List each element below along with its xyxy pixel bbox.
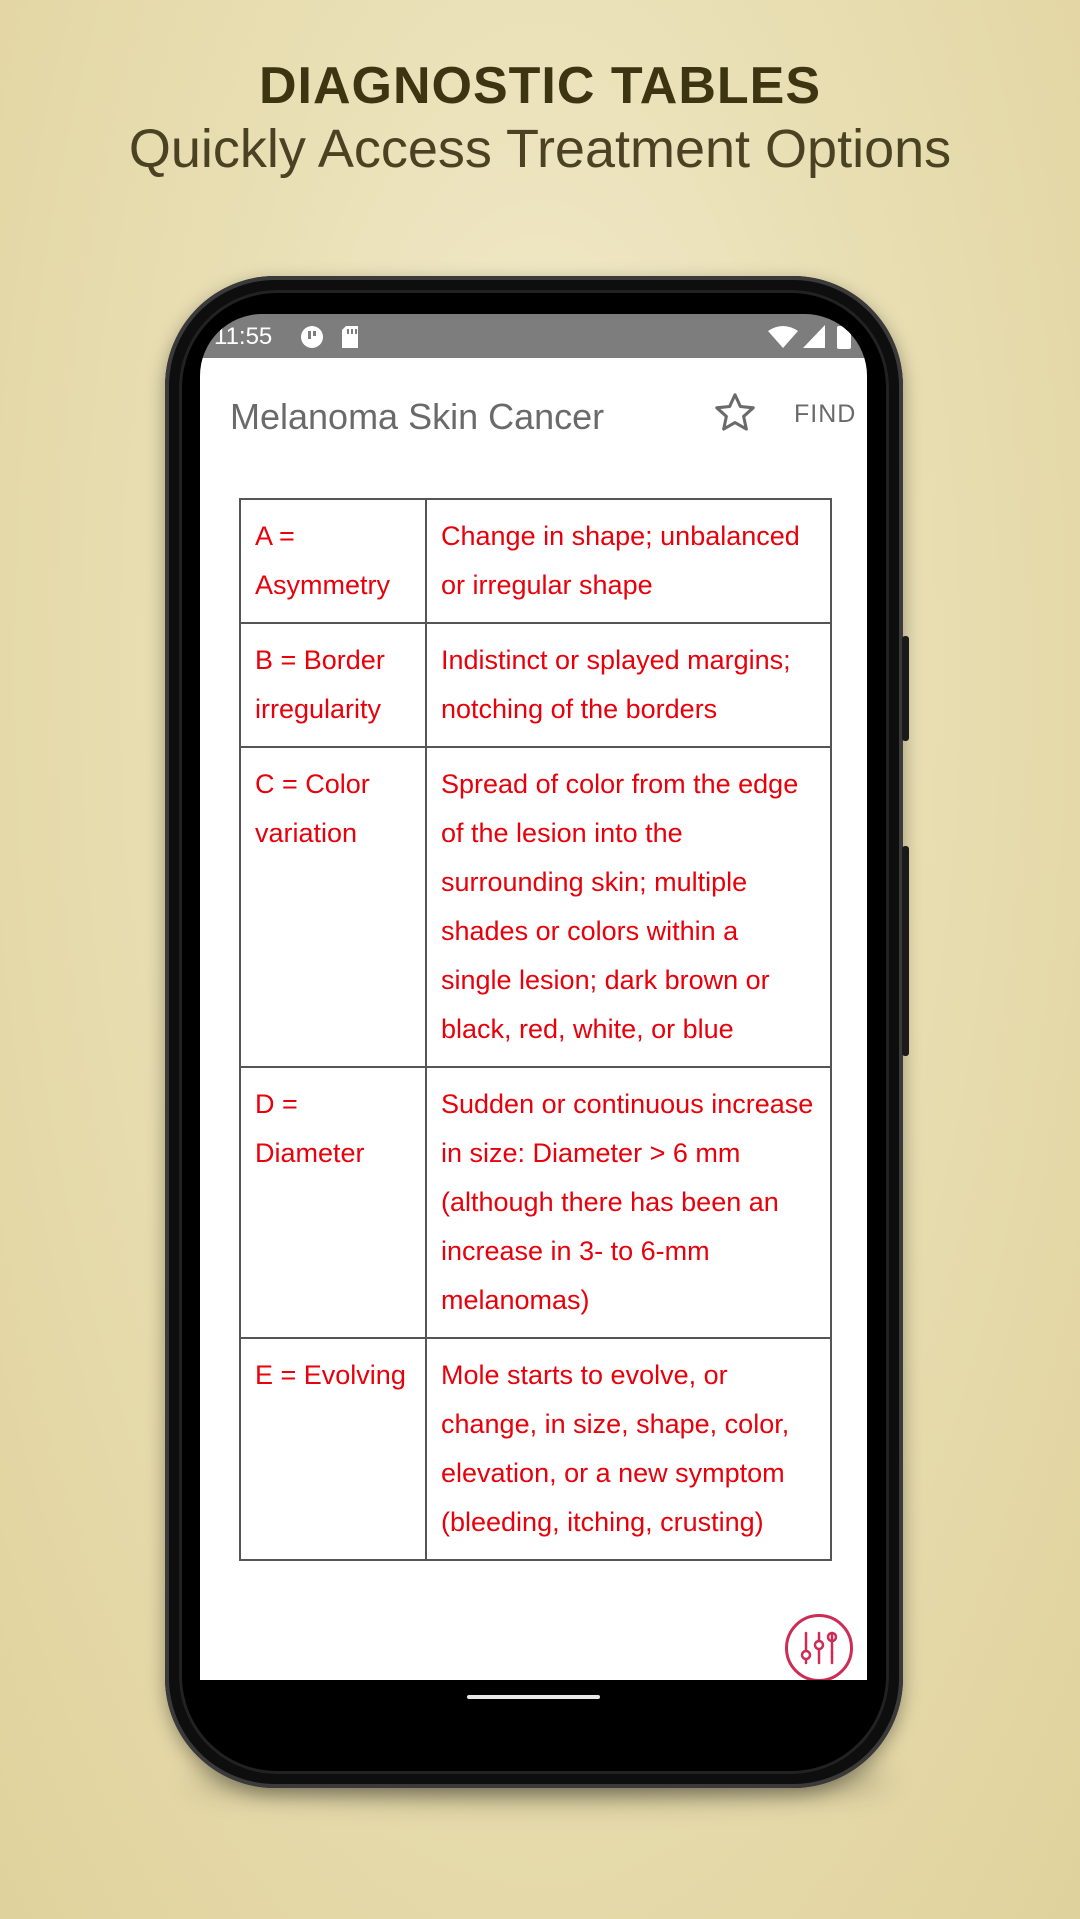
promo-subtitle: Quickly Access Treatment Options bbox=[128, 119, 952, 179]
battery-icon bbox=[837, 323, 851, 349]
abcde-table bbox=[239, 498, 832, 1561]
term-cell: D = Diameter bbox=[240, 1067, 426, 1338]
volume-button bbox=[902, 846, 909, 1056]
description-cell: Sudden or continuous increase in size: Diameter > 6 mm (although there has been an increase in 3- to 6-mm melanomas) bbox=[426, 1067, 831, 1338]
table-row bbox=[240, 747, 831, 1067]
term-cell: A = Asymmetry bbox=[240, 499, 426, 623]
content-area bbox=[200, 468, 867, 1680]
term-cell: B = Border irregularity bbox=[240, 623, 426, 747]
navigation-bar bbox=[200, 1680, 867, 1732]
term-cell: E = Evolving bbox=[240, 1338, 426, 1560]
phone-frame bbox=[165, 276, 903, 1788]
description-cell: Indistinct or splayed margins; notching of the borders bbox=[426, 623, 831, 747]
description-cell: Change in shape; unbalanced or irregular shape bbox=[426, 499, 831, 623]
app-bar bbox=[200, 358, 867, 468]
cellular-signal-icon bbox=[803, 325, 825, 348]
equalizer-settings-icon bbox=[788, 1617, 850, 1679]
description-cell: Mole starts to evolve, or change, in size, shape, color, elevation, or a new symptom (bleeding, itching, crusting) bbox=[426, 1338, 831, 1560]
page-title: Melanoma Skin Cancer bbox=[230, 396, 605, 437]
home-indicator[interactable] bbox=[467, 1695, 600, 1699]
status-time: 11:55 bbox=[214, 323, 273, 350]
wifi-icon bbox=[768, 326, 798, 348]
app-notification-icon bbox=[300, 325, 324, 349]
settings-fab[interactable] bbox=[785, 1614, 853, 1682]
star-outline-icon[interactable] bbox=[712, 390, 758, 436]
table-row bbox=[240, 1067, 831, 1338]
table-row bbox=[240, 1338, 831, 1560]
power-button bbox=[902, 636, 909, 741]
status-bar bbox=[200, 314, 867, 358]
table-row bbox=[240, 623, 831, 747]
term-cell: C = Color variation bbox=[240, 747, 426, 1067]
sd-card-icon bbox=[340, 325, 360, 349]
phone-screen bbox=[200, 314, 867, 1732]
description-cell: Spread of color from the edge of the lesion into the surrounding skin; multiple shades or colors within a single lesion; dark brown or black, red, white, or blue bbox=[426, 747, 831, 1067]
table-row bbox=[240, 499, 831, 623]
promo-title: DIAGNOSTIC TABLES bbox=[258, 57, 822, 115]
find-button[interactable]: FIND bbox=[794, 400, 857, 428]
